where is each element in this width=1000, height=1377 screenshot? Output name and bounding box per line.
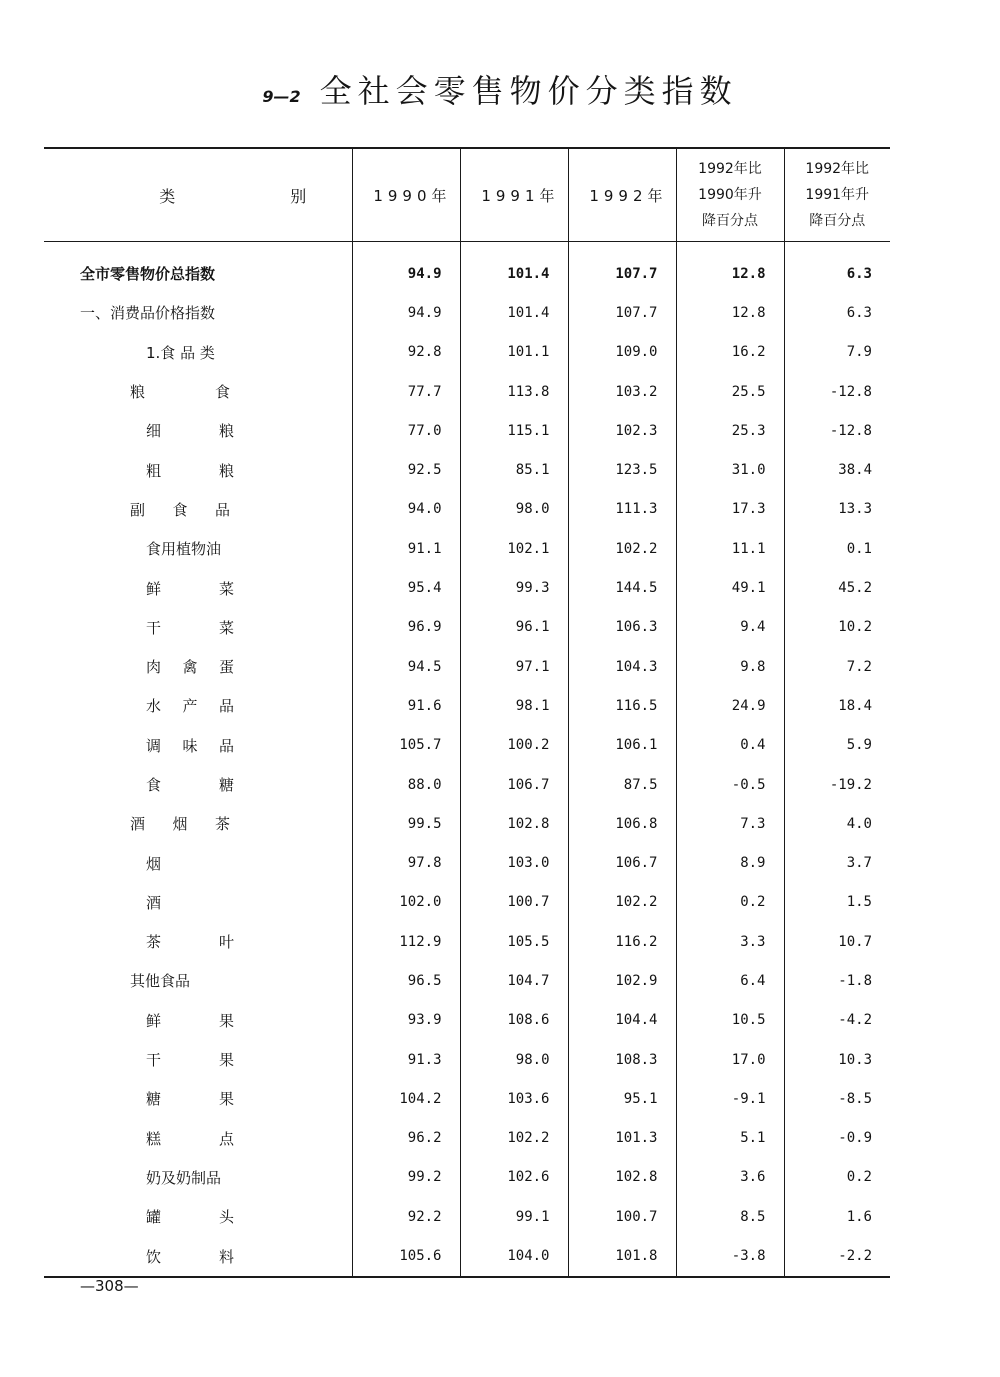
change-vs-1990: 25.3	[676, 411, 784, 450]
change-vs-1990: 3.6	[676, 1158, 784, 1197]
value-1992: 103.2	[568, 372, 676, 411]
table-row	[44, 1040, 890, 1079]
header-change-vs-1991	[784, 148, 890, 242]
row-label	[44, 450, 352, 489]
label-char: 糕	[146, 1129, 162, 1148]
value-1991: 102.1	[460, 529, 568, 568]
row-label-text: 酒	[146, 893, 162, 912]
change-vs-1990: 16.2	[676, 333, 784, 372]
row-label	[44, 1158, 352, 1197]
value-1990: 77.7	[352, 372, 460, 411]
row-label-text	[146, 420, 234, 441]
label-char: 料	[218, 1247, 234, 1266]
change-vs-1990: 6.4	[676, 961, 784, 1000]
value-1990: 102.0	[352, 883, 460, 922]
value-1992: 106.8	[568, 804, 676, 843]
change-vs-1990: 9.8	[676, 647, 784, 686]
table-row	[44, 843, 890, 882]
value-1990: 112.9	[352, 922, 460, 961]
value-1991: 101.4	[460, 242, 568, 294]
change-vs-1991: -0.9	[784, 1119, 890, 1158]
row-label-text	[146, 1088, 234, 1109]
label-char: 酒	[130, 815, 146, 834]
change-vs-1990: 8.9	[676, 843, 784, 882]
value-1990: 97.8	[352, 843, 460, 882]
table-row	[44, 490, 890, 529]
header-category-right: 别	[290, 186, 307, 206]
value-1990: 94.9	[352, 242, 460, 294]
header-category-left: 类	[159, 186, 176, 206]
row-label	[44, 411, 352, 450]
table-body	[44, 242, 890, 1277]
value-1990: 94.9	[352, 293, 460, 332]
row-label-text: 一、消费品价格指数	[80, 304, 216, 323]
change-vs-1991: 18.4	[784, 686, 890, 725]
table-row	[44, 1001, 890, 1040]
label-char: 头	[218, 1208, 234, 1227]
header-1992: 1992年	[568, 148, 676, 242]
change-vs-1991: 0.1	[784, 529, 890, 568]
change-vs-1991: -4.2	[784, 1001, 890, 1040]
label-char: 蛋	[218, 658, 234, 677]
value-1990: 91.6	[352, 686, 460, 725]
row-label-text	[146, 1206, 234, 1227]
table-row	[44, 293, 890, 332]
value-1992: 109.0	[568, 333, 676, 372]
row-label	[44, 1001, 352, 1040]
value-1990: 99.2	[352, 1158, 460, 1197]
value-1992: 102.2	[568, 529, 676, 568]
change-vs-1990: 7.3	[676, 804, 784, 843]
value-1991: 103.6	[460, 1079, 568, 1118]
label-char: 味	[182, 736, 198, 755]
row-label	[44, 1236, 352, 1276]
label-char: 茶	[214, 815, 230, 834]
label-char: 鲜	[146, 579, 162, 598]
table-row	[44, 529, 890, 568]
value-1991: 102.6	[460, 1158, 568, 1197]
label-char: 粗	[146, 461, 162, 480]
change-vs-1991: 7.9	[784, 333, 890, 372]
table-row	[44, 922, 890, 961]
value-1991: 99.3	[460, 568, 568, 607]
label-char: 肉	[146, 658, 162, 677]
table-row	[44, 686, 890, 725]
header-change-1990-line1: 1992年比	[698, 161, 762, 177]
value-1992: 101.3	[568, 1119, 676, 1158]
row-label	[44, 1040, 352, 1079]
header-category	[44, 148, 352, 242]
row-label-text: 全市零售物价总指数	[80, 265, 216, 284]
label-char: 食	[214, 383, 230, 402]
table-row	[44, 450, 890, 489]
value-1990: 94.0	[352, 490, 460, 529]
label-char: 粮	[130, 383, 146, 402]
value-1991: 100.7	[460, 883, 568, 922]
row-label-text	[146, 1246, 234, 1267]
row-label	[44, 568, 352, 607]
row-label	[44, 726, 352, 765]
header-1990: 1990年	[352, 148, 460, 242]
row-label	[44, 647, 352, 686]
change-vs-1991: -2.2	[784, 1236, 890, 1276]
header-change-1991-line1: 1992年比	[805, 161, 870, 177]
row-label-text: 食用植物油	[146, 540, 222, 559]
value-1990: 92.8	[352, 333, 460, 372]
row-label-text	[146, 931, 234, 952]
value-1990: 96.5	[352, 961, 460, 1000]
value-1991: 85.1	[460, 450, 568, 489]
value-1990: 99.5	[352, 804, 460, 843]
value-1991: 106.7	[460, 765, 568, 804]
value-1991: 115.1	[460, 411, 568, 450]
value-1992: 87.5	[568, 765, 676, 804]
value-1992: 102.3	[568, 411, 676, 450]
row-label-text: 1.食 品 类	[146, 343, 215, 362]
value-1991: 102.8	[460, 804, 568, 843]
label-char: 叶	[218, 933, 234, 952]
value-1992: 101.8	[568, 1236, 676, 1276]
table-row	[44, 804, 890, 843]
row-label-text	[130, 381, 230, 402]
row-label-text	[130, 813, 230, 834]
label-char: 茶	[146, 933, 162, 952]
label-char: 饮	[146, 1247, 162, 1266]
value-1992: 108.3	[568, 1040, 676, 1079]
row-label	[44, 1119, 352, 1158]
row-label-text	[146, 695, 234, 716]
value-1990: 96.2	[352, 1119, 460, 1158]
value-1992: 106.7	[568, 843, 676, 882]
change-vs-1991: 0.2	[784, 1158, 890, 1197]
change-vs-1990: -9.1	[676, 1079, 784, 1118]
label-char: 烟	[172, 815, 188, 834]
value-1990: 96.9	[352, 608, 460, 647]
row-label	[44, 608, 352, 647]
change-vs-1990: 12.8	[676, 242, 784, 294]
change-vs-1991: 1.6	[784, 1197, 890, 1236]
change-vs-1991: 6.3	[784, 293, 890, 332]
value-1992: 102.2	[568, 883, 676, 922]
label-char: 品	[218, 736, 234, 755]
row-label-text	[146, 656, 234, 677]
value-1992: 123.5	[568, 450, 676, 489]
row-label	[44, 1197, 352, 1236]
value-1991: 101.1	[460, 333, 568, 372]
row-label-text	[146, 460, 234, 481]
label-char: 细	[146, 422, 162, 441]
row-label	[44, 293, 352, 332]
change-vs-1991: 5.9	[784, 726, 890, 765]
table-row	[44, 1158, 890, 1197]
table-row	[44, 1236, 890, 1276]
table-row	[44, 568, 890, 607]
value-1992: 144.5	[568, 568, 676, 607]
label-char: 菜	[218, 618, 234, 637]
value-1991: 98.0	[460, 490, 568, 529]
label-char: 食	[172, 500, 188, 519]
row-label	[44, 686, 352, 725]
header-change-1991-line2: 1991年升	[805, 187, 870, 203]
row-label-text	[130, 499, 230, 520]
change-vs-1990: 9.4	[676, 608, 784, 647]
change-vs-1990: 17.3	[676, 490, 784, 529]
value-1991: 102.2	[460, 1119, 568, 1158]
change-vs-1991: -12.8	[784, 411, 890, 450]
table-row	[44, 333, 890, 372]
change-vs-1990: 17.0	[676, 1040, 784, 1079]
label-char: 副	[130, 500, 146, 519]
label-char: 调	[146, 736, 162, 755]
value-1992: 106.3	[568, 608, 676, 647]
change-vs-1990: 11.1	[676, 529, 784, 568]
table-header	[44, 148, 890, 242]
change-vs-1991: 10.2	[784, 608, 890, 647]
row-label	[44, 765, 352, 804]
change-vs-1990: 12.8	[676, 293, 784, 332]
change-vs-1990: -0.5	[676, 765, 784, 804]
label-char: 食	[146, 776, 162, 794]
value-1990: 95.4	[352, 568, 460, 607]
price-index-table	[44, 147, 890, 1278]
table-row	[44, 1197, 890, 1236]
table-title: 全社会零售物价分类指数	[319, 72, 738, 110]
change-vs-1990: 5.1	[676, 1119, 784, 1158]
value-1990: 104.2	[352, 1079, 460, 1118]
table-row	[44, 647, 890, 686]
value-1991: 98.0	[460, 1040, 568, 1079]
row-label	[44, 1079, 352, 1118]
header-change-1990-line3: 降百分点	[702, 213, 758, 229]
value-1990: 77.0	[352, 411, 460, 450]
table-row	[44, 961, 890, 1000]
row-label-text	[146, 1049, 234, 1070]
change-vs-1991: 1.5	[784, 883, 890, 922]
row-label	[44, 372, 352, 411]
table-row	[44, 411, 890, 450]
value-1990: 105.7	[352, 726, 460, 765]
row-label-text	[146, 578, 234, 599]
label-char: 产	[182, 697, 198, 716]
row-label-text: 烟	[146, 854, 162, 873]
label-char: 菜	[218, 579, 234, 598]
value-1992: 95.1	[568, 1079, 676, 1118]
table-row	[44, 1119, 890, 1158]
change-vs-1991: -8.5	[784, 1079, 890, 1118]
value-1991: 99.1	[460, 1197, 568, 1236]
row-label	[44, 922, 352, 961]
change-vs-1990: 31.0	[676, 450, 784, 489]
label-char: 糖	[218, 776, 234, 794]
value-1990: 94.5	[352, 647, 460, 686]
label-char: 品	[218, 697, 234, 716]
change-vs-1990: 3.3	[676, 922, 784, 961]
change-vs-1990: 0.4	[676, 726, 784, 765]
page-number: —308—	[80, 1277, 139, 1295]
value-1990: 105.6	[352, 1236, 460, 1276]
label-char: 鲜	[146, 1011, 162, 1030]
value-1990: 92.2	[352, 1197, 460, 1236]
change-vs-1990: 25.5	[676, 372, 784, 411]
label-char: 干	[146, 618, 162, 637]
label-char: 粮	[218, 422, 234, 441]
row-label-text	[146, 735, 234, 756]
header-change-1990-line2: 1990年升	[698, 187, 762, 203]
page-title	[0, 66, 1000, 112]
value-1992: 102.8	[568, 1158, 676, 1197]
value-1992: 104.3	[568, 647, 676, 686]
change-vs-1990: 8.5	[676, 1197, 784, 1236]
value-1990: 91.1	[352, 529, 460, 568]
change-vs-1990: 0.2	[676, 883, 784, 922]
value-1992: 116.2	[568, 922, 676, 961]
value-1992: 106.1	[568, 726, 676, 765]
value-1992: 107.7	[568, 293, 676, 332]
value-1991: 100.2	[460, 726, 568, 765]
value-1990: 91.3	[352, 1040, 460, 1079]
header-1991: 1991年	[460, 148, 568, 242]
table-row	[44, 883, 890, 922]
value-1991: 98.1	[460, 686, 568, 725]
row-label-text: 其他食品	[130, 972, 191, 991]
change-vs-1991: -1.8	[784, 961, 890, 1000]
row-label-text: 奶及奶制品	[146, 1168, 222, 1187]
label-char: 果	[218, 1011, 234, 1030]
row-label	[44, 961, 352, 1000]
row-label	[44, 804, 352, 843]
row-label-text	[146, 617, 234, 638]
value-1991: 96.1	[460, 608, 568, 647]
change-vs-1991: -12.8	[784, 372, 890, 411]
row-label	[44, 242, 352, 294]
row-label-text	[146, 774, 234, 795]
table-row	[44, 372, 890, 411]
value-1991: 104.7	[460, 961, 568, 1000]
value-1991: 97.1	[460, 647, 568, 686]
change-vs-1991: 45.2	[784, 568, 890, 607]
value-1992: 107.7	[568, 242, 676, 294]
change-vs-1990: 24.9	[676, 686, 784, 725]
change-vs-1991: 4.0	[784, 804, 890, 843]
label-char: 干	[146, 1051, 162, 1070]
value-1992: 104.4	[568, 1001, 676, 1040]
table-row	[44, 1079, 890, 1118]
value-1991: 104.0	[460, 1236, 568, 1276]
row-label	[44, 490, 352, 529]
table-row	[44, 765, 890, 804]
change-vs-1991: -19.2	[784, 765, 890, 804]
change-vs-1991: 10.3	[784, 1040, 890, 1079]
value-1990: 88.0	[352, 765, 460, 804]
table-row	[44, 726, 890, 765]
value-1991: 108.6	[460, 1001, 568, 1040]
change-vs-1990: 49.1	[676, 568, 784, 607]
change-vs-1990: 10.5	[676, 1001, 784, 1040]
row-label	[44, 843, 352, 882]
value-1990: 92.5	[352, 450, 460, 489]
label-char: 禽	[182, 658, 198, 677]
table-row	[44, 608, 890, 647]
label-char: 点	[218, 1129, 234, 1148]
change-vs-1991: 13.3	[784, 490, 890, 529]
row-label	[44, 529, 352, 568]
value-1990: 93.9	[352, 1001, 460, 1040]
change-vs-1990: -3.8	[676, 1236, 784, 1276]
label-char: 果	[218, 1051, 234, 1070]
value-1992: 116.5	[568, 686, 676, 725]
label-char: 水	[146, 697, 162, 716]
label-char: 粮	[218, 461, 234, 480]
label-char: 糖	[146, 1090, 162, 1109]
value-1991: 103.0	[460, 843, 568, 882]
value-1991: 101.4	[460, 293, 568, 332]
value-1991: 105.5	[460, 922, 568, 961]
label-char: 罐	[146, 1208, 162, 1227]
row-label-text	[146, 1128, 234, 1149]
table-number: 9—2	[262, 87, 301, 106]
change-vs-1991: 38.4	[784, 450, 890, 489]
change-vs-1991: 10.7	[784, 922, 890, 961]
table-row	[44, 242, 890, 294]
value-1992: 111.3	[568, 490, 676, 529]
header-change-vs-1990	[676, 148, 784, 242]
change-vs-1991: 3.7	[784, 843, 890, 882]
row-label	[44, 333, 352, 372]
row-label	[44, 883, 352, 922]
label-char: 品	[214, 500, 230, 519]
row-label-text	[146, 1010, 234, 1031]
change-vs-1991: 7.2	[784, 647, 890, 686]
label-char: 果	[218, 1090, 234, 1109]
header-change-1991-line3: 降百分点	[809, 213, 866, 229]
change-vs-1991: 6.3	[784, 242, 890, 294]
value-1992: 102.9	[568, 961, 676, 1000]
value-1991: 113.8	[460, 372, 568, 411]
value-1992: 100.7	[568, 1197, 676, 1236]
